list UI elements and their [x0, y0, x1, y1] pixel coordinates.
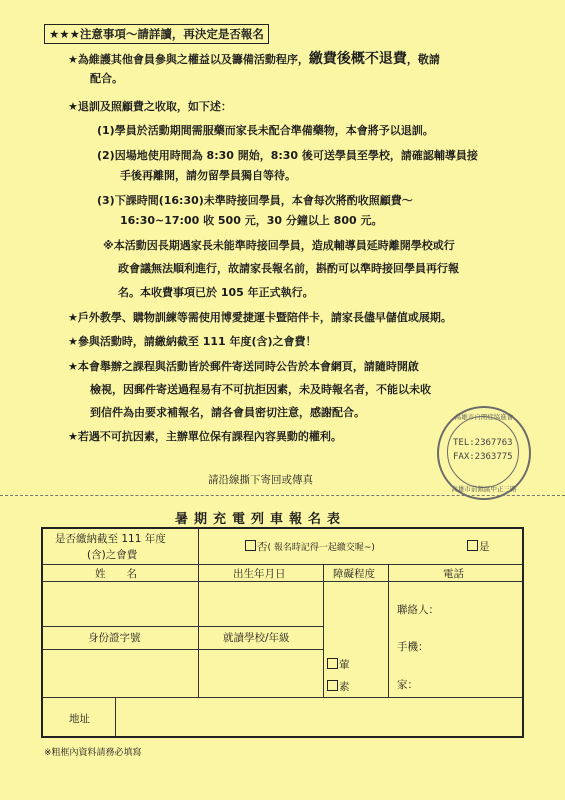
- notice-item2-note-line2: 政會議無法順利進行，故請家長報名前，斟酌可以準時接回學員再行報: [118, 262, 459, 275]
- row-divider: [43, 626, 323, 627]
- fee-no-option[interactable]: [245, 539, 375, 554]
- notice-item2-sub1: (1)學員於活動期間需服藥而家長未配合準備藥物，本會將予以退訓。: [97, 124, 434, 137]
- notice-item5-line2: 檢視，因郵件寄送過程易有不可抗拒因素，未及時報名者，不能以未收: [90, 383, 431, 396]
- home-phone-label: 家：: [397, 679, 418, 691]
- stamp-top-text: 高雄市自閉症協進會: [454, 413, 514, 421]
- no-refund-emphasis: 繳費後概不退費: [308, 51, 407, 67]
- fee-question-line1: 是否繳納截至 111 年度: [55, 533, 166, 545]
- disability-input[interactable]: [324, 582, 387, 652]
- notice-item3: ★戶外教學、購物訓練等需使用博愛捷運卡暨陪伴卡，請家長儘早儲值或展期。: [68, 311, 452, 324]
- address-input[interactable]: [117, 698, 520, 734]
- diet-veg-checkbox[interactable]: [327, 680, 338, 691]
- diet-meat-option[interactable]: [327, 657, 350, 672]
- notice-item1-tail: ，敬請: [406, 53, 440, 66]
- header-birthdate: 出生年月日: [233, 568, 286, 580]
- fee-no-label: 否: [257, 541, 268, 553]
- form-footnote: ※粗框內資料請務必填寫: [44, 748, 142, 758]
- cut-line: [0, 495, 565, 496]
- id-number-input[interactable]: [44, 650, 197, 696]
- notice-title: ★★★注意事項～請詳讀，再決定是否報名: [44, 24, 269, 44]
- association-stamp: [437, 406, 531, 500]
- cut-line-instruction: 請沿線撕下寄回或傳真: [208, 474, 313, 486]
- notice-item2-sub3-line2: 16:30~17:00 收 500 元，30 分鐘以上 800 元。: [120, 214, 383, 227]
- diet-meat-label: 葷: [339, 659, 350, 671]
- notice-item2-sub3-line1: (3)下課時間(16:30)未準時接回學員，本會每次將酌收照顧費～: [97, 194, 413, 207]
- fee-yes-label: 是: [479, 541, 490, 553]
- notice-item5-line3: 到信件為由要求補報名，請各會員密切注意，感謝配合。: [90, 406, 365, 419]
- form-title: 暑期充電列車報名表: [175, 512, 347, 527]
- header-disability: 障礙程度: [333, 568, 375, 580]
- diet-meat-checkbox[interactable]: [327, 658, 338, 669]
- notice-item1-line2: 配合。: [90, 72, 123, 85]
- notice-item2-note-line1: ※本活動因長期遇家長未能準時接回學員，造成輔導員延時離開學校或行: [103, 239, 455, 252]
- col-divider: [115, 697, 116, 736]
- contact-person-label: 聯絡人：: [397, 604, 439, 616]
- diet-veg-label: 素: [339, 681, 350, 693]
- notice-item1: [68, 52, 440, 67]
- mobile-label: 手機：: [397, 641, 429, 653]
- notice-item2-sub2-line2: 手後再離開，請勿留學員獨自等待。: [120, 169, 296, 182]
- fee-yes-option[interactable]: [467, 539, 490, 554]
- fee-no-note: ( 報名時記得一起繳交喔~): [267, 543, 375, 553]
- fee-yes-checkbox[interactable]: [467, 540, 478, 551]
- notice-item4: ★參與活動時，請繳納截至 111 年度(含)之會費！: [68, 335, 317, 348]
- notice-item2-note-line3: 名。本收費事項已於 105 年正式執行。: [118, 286, 314, 299]
- notice-item1-text: ★為維護其他會員參與之權益以及籌備活動程序，: [68, 53, 309, 66]
- fee-question-line2: (含)之會費: [87, 549, 138, 561]
- stamp-fax: FAX:2363775: [453, 452, 513, 462]
- notice-item2-title: ★退訓及照顧費之收取，如下述：: [68, 100, 232, 113]
- notice-item5-line1: ★本會舉辦之課程與活動皆於郵件寄送同時公告於本會網頁，請隨時開啟: [68, 360, 419, 373]
- school-grade-label: 就讀學校/年級: [223, 632, 290, 644]
- col-divider: [388, 564, 389, 697]
- stamp-tel: TEL:2367763: [453, 438, 513, 448]
- row-divider: [43, 564, 522, 565]
- school-grade-input[interactable]: [199, 650, 322, 696]
- fee-no-checkbox[interactable]: [245, 540, 256, 551]
- notice-item2-sub2-line1: (2)因場地使用時間為 8:30 開始，8:30 後可送學員至學校，請確認輔導員接: [97, 149, 478, 162]
- id-number-label: 身份證字號: [88, 632, 141, 644]
- address-label: 地址: [69, 713, 90, 725]
- registration-form: [41, 527, 524, 738]
- notice-item6: ★若遇不可抗因素，主辦單位保有課程內容異動的權利。: [68, 430, 342, 443]
- stamp-bottom-text: 高雄市前鎮區中正三路: [451, 485, 517, 493]
- header-phone: 電話: [443, 568, 464, 580]
- header-name: 姓 名: [95, 568, 137, 580]
- birthdate-input[interactable]: [199, 582, 322, 625]
- name-input[interactable]: [44, 582, 197, 625]
- diet-veg-option[interactable]: [327, 679, 350, 694]
